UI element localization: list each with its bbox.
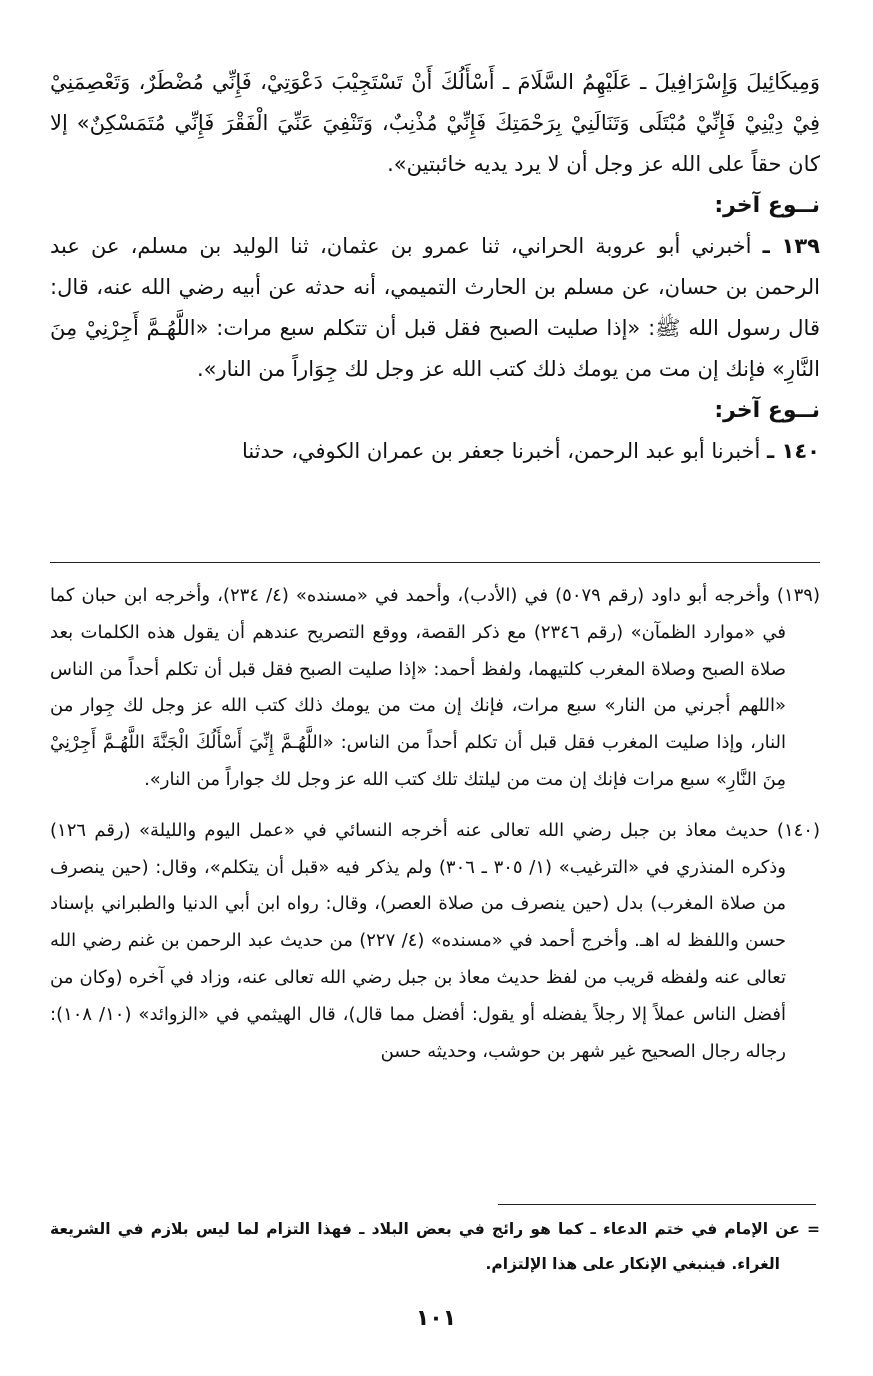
notes-section: [50, 578, 820, 1084]
footnote-section: [50, 1212, 820, 1282]
footnote-text: = عن الإمام في ختم الدعاء ـ كما هو رائج في بعض البلاد ـ فهذا التزام لما ليس بلازم في الشريعة الغراء. فينبغي الإنكار على هذا الإلتزام.: [50, 1220, 820, 1273]
hadith-text: أخبرني أبو عروبة الحراني، ثنا عمرو بن عثمان، ثنا الوليد بن مسلم، عن عبد الرحمن بن حسان، عن مسلم بن الحارث التميمي، أنه حدثه عن أبيه رضي الله عنه، قال: قال رسول الله ﷺ: «إذا صليت الصبح فقل قبل أن تتكلم سبع مرات: «اللَّهُـمَّ أَجِرْنِيْ مِنَ النَّارِ» فإنك إن مت من يومك ذلك كتب الله عز وجل لك جِوَاراً من النار».: [50, 234, 820, 381]
section-heading: نــوع آخر:: [714, 193, 820, 218]
note-140: (١٤٠) حديث معاذ بن جبل رضي الله تعالى عنه أخرجه النسائي في «عمل اليوم والليلة» (رقم ١٢٦) وذكره المنذري في «الترغيب» (١/ ٣٠٥ ـ ٣٠٦) ولم يذكر فيه «قبل أن يتكلم»، وقال: (حين ينصرف من صلاة المغرب) بدل (حين ينصرف من صلاة العصر)، وقال: رواه ابن أبي الدنيا والطبراني بإسناد حسن واللفظ له اهـ. وأخرج أحمد في «مسنده» (٤/ ٢٢٧) من حديث عبد الرحمن بن غنم رضي الله تعالى عنه ولفظه قريب من لفظ حديث معاذ بن جبل رضي الله تعالى عنه، وزاد في آخره (وكان من أفضل الناس عملاً إلا رجلاً يفضله أو يقول: أفضل مما قال)، قال الهيثمي في «الزوائد» (١٠/ ١٠٨): رجاله رجال الصحيح غير شهر بن حوشب، وحديثه حسن: [50, 819, 820, 1062]
main-text: [50, 62, 820, 472]
notes-divider: [50, 562, 820, 563]
hadith-number: ١٣٩ ـ: [762, 234, 820, 258]
hadith-number: ١٤٠ ـ: [767, 439, 820, 463]
hadith-text: أخبرنا أبو عبد الرحمن، أخبرنا جعفر بن عمران الكوفي، حدثنا: [241, 439, 761, 463]
section-heading: نــوع آخر:: [714, 398, 820, 423]
hadith-139: [50, 226, 820, 390]
footnote-divider: [498, 1204, 816, 1205]
hadith-140: [50, 431, 820, 472]
note-139: (١٣٩) وأخرجه أبو داود (رقم ٥٠٧٩) في (الأدب)، وأحمد في «مسنده» (٤/ ٢٣٤)، وأخرجه ابن حبان كما في «موارد الظمآن» (رقم ٢٣٤٦) مع ذكر القصة، ووقع التصريح عندهم أن يقول هذه الكلمات بعد صلاة الصبح وصلاة المغرب كلتيهما، ولفظ أحمد: «إذا صليت الصبح فقل قبل أن تكلم أحداً من الناس «اللهم أجرني من النار» سبع مرات، فإنك إن مت من يومك ذلك كتب الله عز وجل لك جِوار من النار، وإذا صليت المغرب فقل قبل أن تكلم أحداً من الناس: «اللَّهُـمَّ إِنِّيَ أَسْأَلُكَ الْجَنَّةَ اللَّهُـمَّ أَجِرْنِيْ مِنَ النَّارِ» سبع مرات فإنك إن مت من ليلتك تلك كتب الله عز وجل لك جواراً من النار».: [50, 585, 820, 790]
page-number: ١٠١: [415, 1306, 457, 1331]
paragraph-continuation: وَمِيكَائِيلَ وَإِسْرَافِيلَ ـ عَلَيْهِمُ السَّلَامَ ـ أَسْأَلُكَ أَنْ تَسْتَجِيْبَ دَعْوَتِيْ، فَإِنِّي مُضْطَرٌ، وَتَعْصِمَنِيْ فِيْ دِيْنِيْ فَإِنِّيْ مُبْتَلَى وَتَنَالَنِيْ بِرَحْمَتِكَ فَإِنِّيْ مُذْنِبٌ، وَتَنْفِيَ عَنِّيَ الْفَقْرَ فَإِنِّي مُتَمَسْكِنٌ» إلا كان حقاً على الله عز وجل أن لا يرد يديه خائبتين».: [50, 70, 820, 176]
